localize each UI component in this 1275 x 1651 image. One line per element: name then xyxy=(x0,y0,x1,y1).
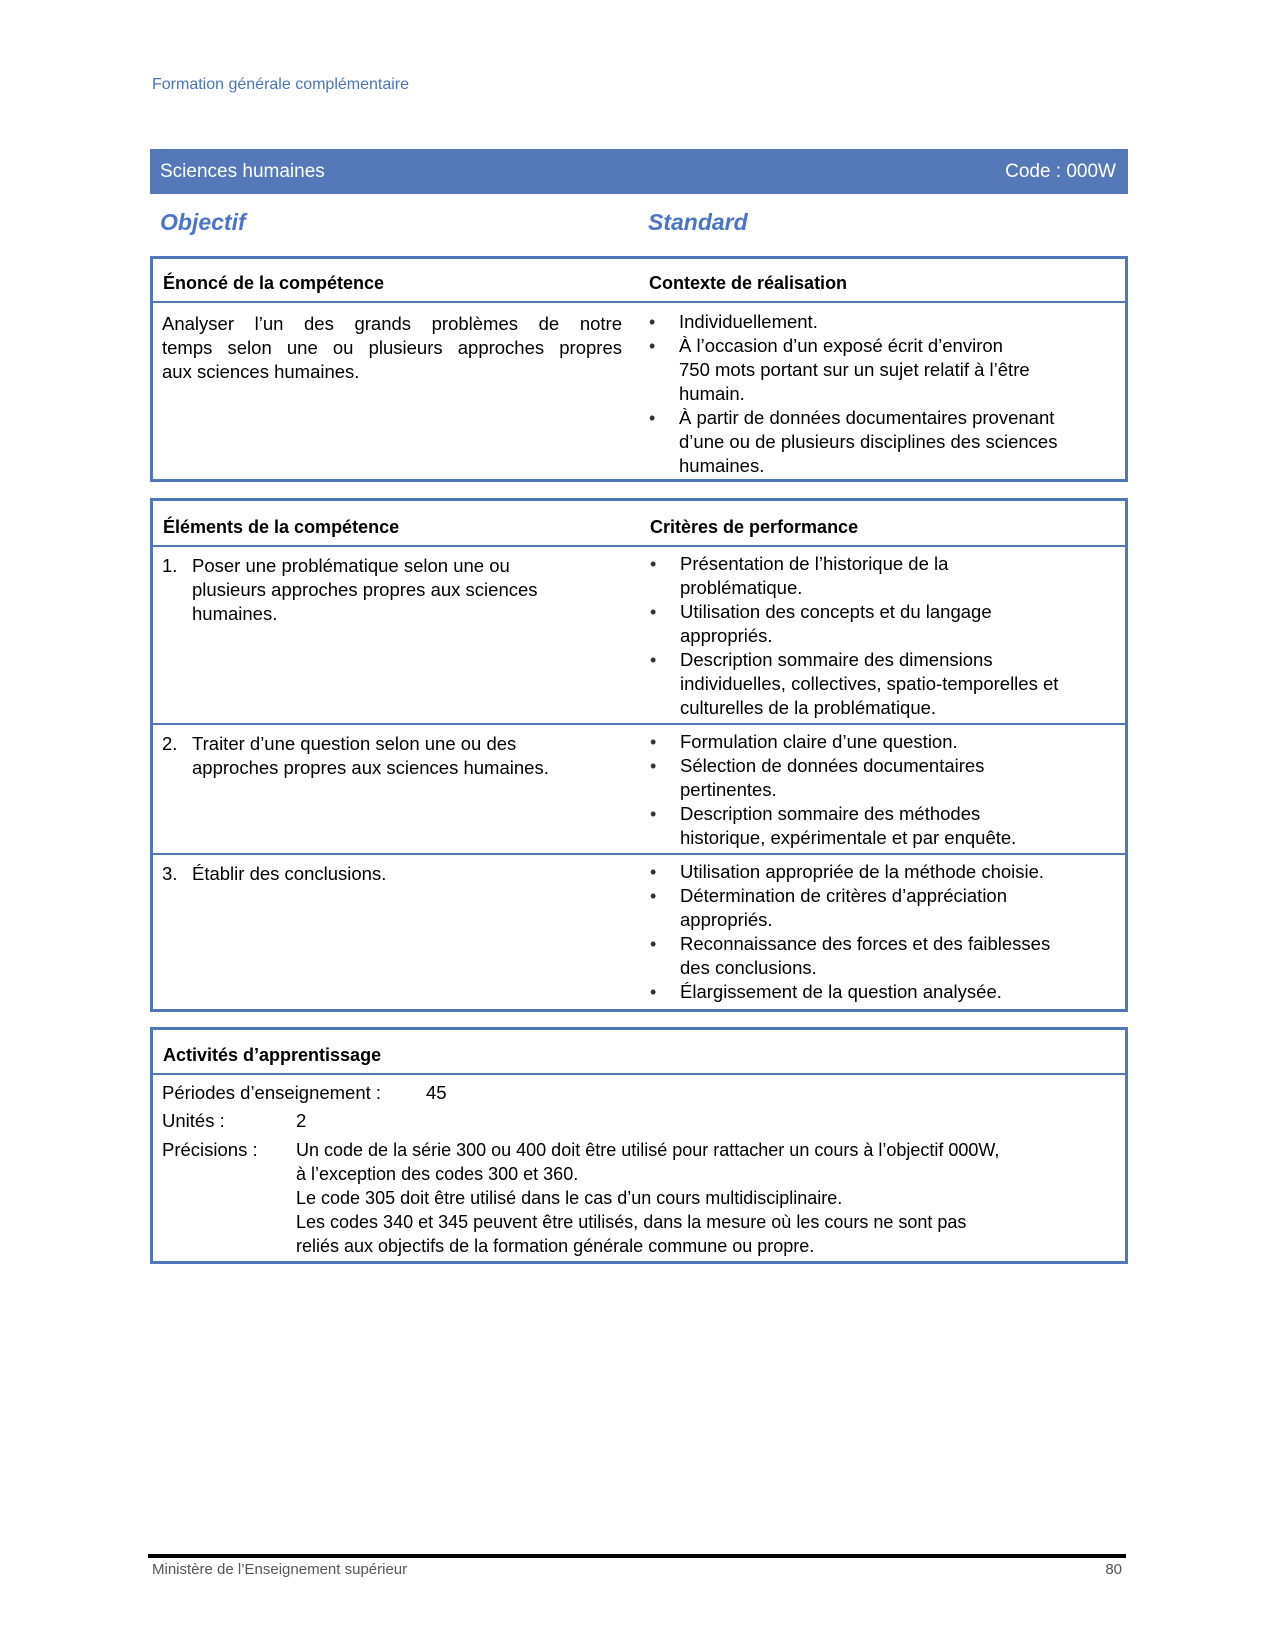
competence-box xyxy=(150,256,1128,482)
footer-rule xyxy=(148,1554,1126,1558)
criteria-item: • Description sommaire des dimensions individuelles, collectives, spatio-temporelles et culturelles de la problématique. xyxy=(650,648,1058,720)
enonce-line: temps selon une ou plusieurs approches propres xyxy=(162,337,622,358)
activites-header: Activités d’apprentissage xyxy=(163,1045,382,1065)
criteria-item: • Utilisation appropriée de la méthode choisie. xyxy=(650,860,1050,884)
contexte-list xyxy=(649,310,1057,478)
competence-header-rule xyxy=(153,301,1125,303)
discipline-band xyxy=(150,149,1128,194)
standard-heading: Standard xyxy=(648,209,748,235)
criteria-item: • Formulation claire d’une question. xyxy=(650,730,1016,754)
contexte-item: • À partir de données documentaires provenant d’une ou de plusieurs disciplines des sciences humaines. xyxy=(649,406,1057,478)
criteria-list xyxy=(650,860,1050,1004)
page-number: 80 xyxy=(1105,1561,1122,1578)
periodes-value: 45 xyxy=(426,1082,447,1103)
precisions-line: Un code de la série 300 ou 400 doit être utilisé pour rattacher un cours à l’objectif 000W, xyxy=(296,1140,1000,1160)
enonce-header: Énoncé de la compétence xyxy=(163,273,385,293)
row-divider xyxy=(153,853,1125,855)
criteres-header: Critères de performance xyxy=(650,517,859,537)
activites-box xyxy=(150,1027,1128,1264)
criteria-item: • Reconnaissance des forces et des faiblesses des conclusions. xyxy=(650,932,1050,980)
elements-header-rule xyxy=(153,545,1125,547)
criteria-item: • Utilisation des concepts et du langage appropriés. xyxy=(650,600,1058,648)
criteria-list xyxy=(650,552,1058,720)
criteria-item: • Détermination de critères d’appréciation appropriés. xyxy=(650,884,1050,932)
periodes-label: Périodes d’enseignement : xyxy=(162,1082,382,1103)
precisions-line: Les codes 340 et 345 peuvent être utilisés, dans la mesure où les cours ne sont pas xyxy=(296,1212,967,1232)
footer xyxy=(152,1561,1122,1578)
discipline-code: Code : 000W xyxy=(1005,161,1116,182)
elements-header: Éléments de la compétence xyxy=(163,517,400,537)
enonce-text xyxy=(162,312,622,384)
footer-ministry: Ministère de l’Enseignement supérieur xyxy=(152,1561,408,1578)
criteria-item: • Sélection de données documentaires pertinentes. xyxy=(650,754,1016,802)
precisions-text xyxy=(296,1138,999,1258)
running-title: Formation générale complémentaire xyxy=(152,76,410,93)
precisions-line: reliés aux objectifs de la formation générale commune ou propre. xyxy=(296,1236,815,1256)
unites-label: Unités : xyxy=(162,1110,225,1131)
contexte-item: • À l’occasion d’un exposé écrit d’environ 750 mots portant sur un sujet relatif à l’être humain. xyxy=(649,334,1057,406)
enonce-line: Analyser l’un des grands problèmes de notre xyxy=(162,313,622,334)
row-divider xyxy=(153,723,1125,725)
objectif-heading: Objectif xyxy=(160,209,246,235)
criteria-list xyxy=(650,730,1016,850)
criteria-item: • Présentation de l’historique de la problématique. xyxy=(650,552,1058,600)
criteria-item: • Élargissement de la question analysée. xyxy=(650,980,1050,1004)
criteria-item: • Description sommaire des méthodes historique, expérimentale et par enquête. xyxy=(650,802,1016,850)
precisions-line: à l’exception des codes 300 et 360. xyxy=(296,1164,579,1184)
contexte-item: • Individuellement. xyxy=(649,310,1057,334)
precisions-line: Le code 305 doit être utilisé dans le cas d’un cours multidisciplinaire. xyxy=(296,1188,843,1208)
elements-box: Éléments de la compétence Critères de performance 1. Poser une problématique selon une ou plusieurs approches propres aux sciences humaines. • Présentation de l’historique de la problématique. • Utilisation des concepts et du langage appropriés. • Description sommaire des dimensions individuelles, collectives, spatio-temporelles et culturelles de la problématique. 2. Traiter d’une question selon une ou des approches propres aux sciences humaines. • Formulation claire d’une question. • Sélection de données documentaires pertinentes. • Description sommaire des méthodes historique, expérimentale et par enquête. 3. Établir des conclusions. • Utilisation appropriée de la méthode choisie. • Détermination de critères d’appréciation appropriés. • Reconnaissance des forces et des faiblesses des conclusions. • Élargissement de la question analysée. xyxy=(150,498,1128,1012)
precisions-label: Précisions : xyxy=(162,1139,258,1160)
enonce-line: aux sciences humaines. xyxy=(162,361,360,382)
contexte-header: Contexte de réalisation xyxy=(649,273,848,293)
activites-header-rule xyxy=(153,1073,1125,1075)
discipline-title: Sciences humaines xyxy=(160,161,325,182)
unites-value: 2 xyxy=(296,1110,307,1131)
